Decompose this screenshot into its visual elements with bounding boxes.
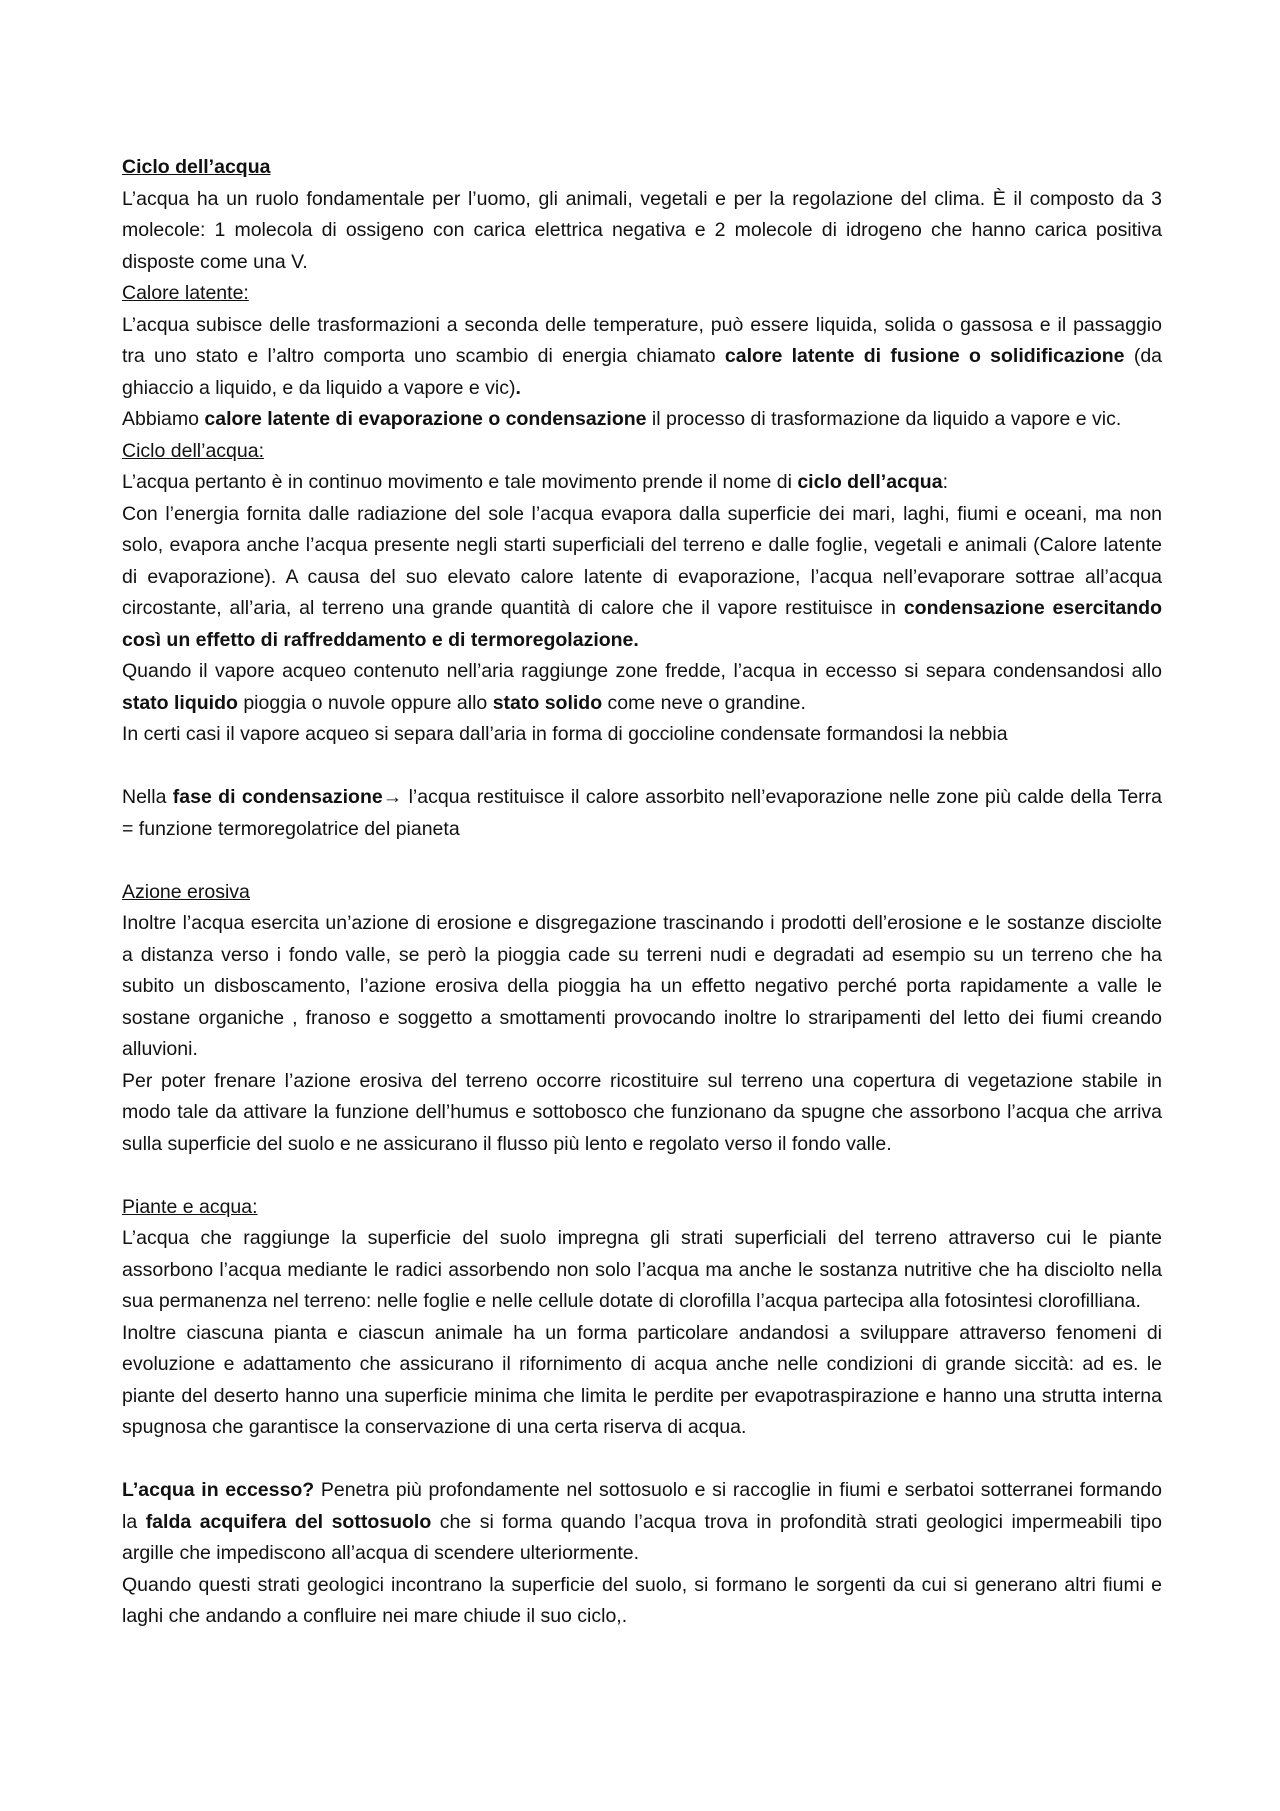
bold-term: L’acqua in eccesso? (122, 1479, 315, 1501)
paragraph-acqua-eccesso (122, 1475, 1162, 1570)
paragraph-vegetazione: Per poter frenare l’azione erosiva del terreno occorre ricostituire sul terreno una copertura di vegetazione stabile in modo tale da attivare la funzione dell’humus e sottobosco che funzionano da spugne che assorbono l’acqua che arriva sulla superficie del suolo e ne assicurano il flusso più lento e regolato verso il fondo valle. (122, 1069, 1162, 1155)
bold-term: falda acquifera del sottosuolo (145, 1510, 432, 1533)
bold-term: stato liquido (122, 691, 238, 714)
text-run: L’acqua subisce delle trasformazioni a seconda delle temperature, può essere liquida, solida o gassosa e il passaggio tra uno stato e l’altro comporta uno scambio di energia chiamato (122, 313, 1162, 367)
paragraph-evaporazione (122, 499, 1162, 657)
text-run: : (942, 471, 948, 493)
text-run: Quando il vapore acqueo contenuto nell’aria raggiunge zone fredde, l’acqua in eccesso si separa condensandosi allo (122, 660, 1162, 682)
text-run: Nella (122, 786, 173, 808)
bold-term: condensazione esercitando così un effetto di raffreddamento e di termoregolazione. (122, 597, 1162, 651)
paragraph-nebbia: In certi casi il vapore acqueo si separa dall’aria in forma di goccioline condensate formandosi la nebbia (122, 723, 1008, 745)
paragraph-sorgenti: Quando questi strati geologici incontrano la superficie del suolo, si formano le sorgenti da cui si generano altri fiumi e laghi che andando a confluire nei mare chiude il suo ciclo,. (122, 1573, 1162, 1627)
paragraph-spacer (122, 1160, 1162, 1192)
paragraph-fase-condensazione (122, 782, 1162, 845)
bold-term: fase di condensazione (172, 786, 383, 808)
text-run: Penetra più profondamente nel sottosuolo e si raccoglie in fiumi e serbatoi sotterranei formando la (122, 1479, 1162, 1533)
section-heading-azione-erosiva: Azione erosiva (122, 880, 250, 903)
paragraph-erosione: Inoltre l’acqua esercita un’azione di erosione e disgregazione trascinando i prodotti dell’erosione e le sostanze disciolte a distanza verso i fondo valle, se però la pioggia cade su terreni nudi e degradati ad esempio su un terreno che ha subito un disboscamento, l’azione erosiva della pioggia ha un effetto negativo perché porta rapidamente a valle le sostane organiche , franoso e soggetto a smottamenti provocando inoltre lo straripamenti del letto dei fiumi creando alluvioni. (122, 912, 1162, 1060)
bold-term: ciclo dell’acqua (797, 471, 943, 493)
section-heading-piante-acqua: Piante e acqua: (122, 1195, 258, 1218)
paragraph-spacer (122, 751, 1162, 783)
text-run: (da ghiaccio a liquido, e da liquido a vapore e vic) (122, 345, 1163, 399)
section-heading-ciclo-acqua: Ciclo dell’acqua (122, 156, 271, 178)
text-run: pioggia o nuvole oppure allo (237, 691, 493, 714)
paragraph-condensazione (122, 656, 1162, 719)
text-run: L’acqua pertanto è in continuo movimento e tale movimento prende il nome di (122, 471, 798, 493)
bold-term: calore latente di evaporazione o condensazione (204, 408, 647, 430)
bold-term: calore latente di fusione o solidificazione (724, 345, 1125, 367)
bold-term: stato solido (492, 691, 603, 714)
text-run: il processo di trasformazione da liquido a vapore e vic. (646, 408, 1122, 430)
paragraph-adattamento: Inoltre ciascuna pianta e ciascun animale ha un forma particolare andandosi a sviluppare attraverso fenomeni di evoluzione e adattamento che assicurano il rifornimento di acqua anche nelle condizioni di grande siccità: ad es. le piante del deserto hanno una superficie minima che limita le perdite per evapotraspirazione e hanno una strutta interna spugnosa che garantisce la conservazione di una certa riserva di acqua. (122, 1321, 1162, 1438)
paragraph-spacer (122, 1444, 1162, 1476)
paragraph-spacer (122, 845, 1162, 877)
text-run: l’acqua restituisce il calore assorbito nell’evaporazione nelle zone più calde della Terra = funzione termoregolatrice del pianeta (122, 786, 1163, 840)
section-heading-ciclo-acqua-2: Ciclo dell’acqua: (122, 439, 264, 462)
paragraph-calore-latente-evaporazione (122, 404, 1162, 436)
text-run: . (515, 376, 521, 399)
document-body (122, 152, 1162, 1633)
paragraph-intro: L’acqua ha un ruolo fondamentale per l’uomo, gli animali, vegetali e per la regolazione del clima. È il composto da 3 molecole: 1 molecola di ossigeno con carica elettrica negativa e 2 molecole di idrogeno che hanno carica positiva disposte come una V. (122, 187, 1162, 273)
arrow-right-icon: → (382, 786, 403, 808)
paragraph-assorbimento: L’acqua che raggiunge la superficie del suolo impregna gli strati superficiali del terreno attraverso cui le piante assorbono l’acqua mediante le radici assorbendo non solo l’acqua ma anche le sostanza nutritive che ha disciolto nella sua permanenza nel terreno: nelle foglie e nelle cellule dotate di clorofilla l’acqua partecipa alla fotosintesi clorofilliana. (122, 1227, 1162, 1312)
paragraph-calore-latente-fusione (122, 310, 1162, 405)
text-run: Con l’energia fornita dalle radiazione del sole l’acqua evapora dalla superficie dei mari, laghi, fiumi e oceani, ma non solo, evapora anche l’acqua presente negli starti superficiali del terreno e dalle foglie, vegetali e animali (Calore latente di evaporazione). A causa del suo elevato calore latente di evaporazione, l’acqua nell’evaporare sottrae all’acqua circostante, all’aria, al terreno una grande quantità di calore che il vapore restituisce in (122, 502, 1162, 619)
section-heading-calore-latente: Calore latente: (122, 282, 249, 304)
text-run: come neve o grandine. (602, 691, 806, 714)
text-run: che si forma quando l’acqua trova in profondità strati geologici impermeabili tipo argille che impediscono all’acqua di scendere ulteriormente. (122, 1510, 1162, 1564)
text-run: Abbiamo (122, 408, 205, 430)
paragraph-movimento (122, 467, 1162, 499)
